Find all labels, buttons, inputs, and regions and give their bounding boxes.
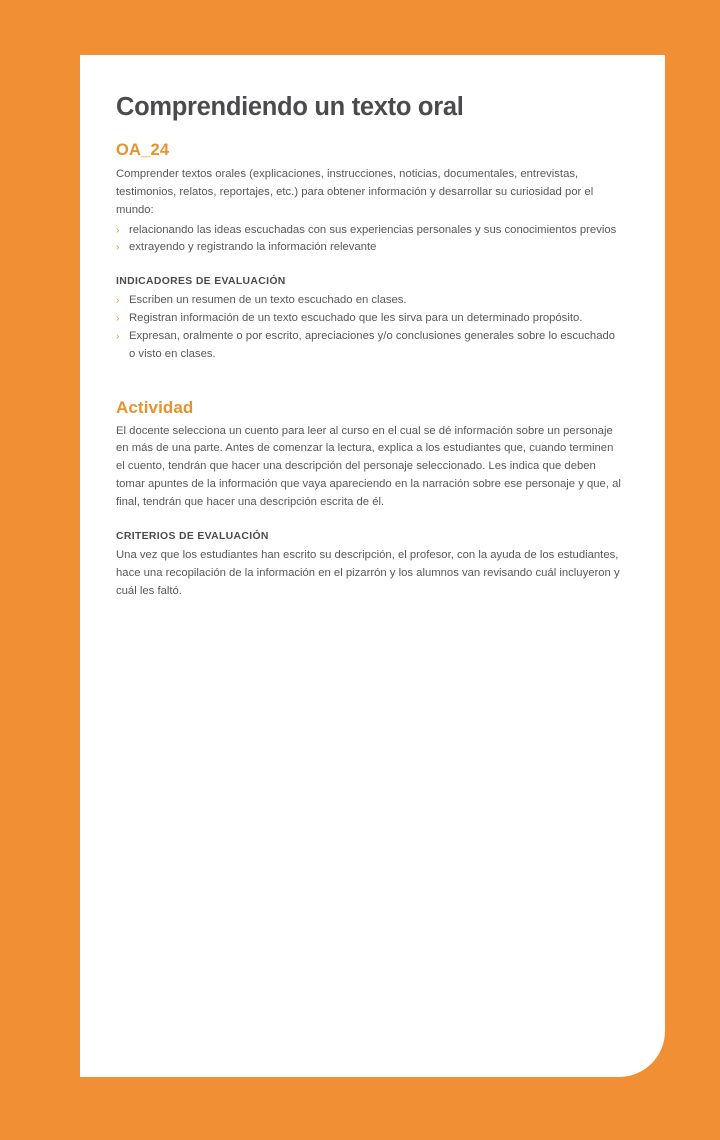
list-item-label: Registran información de un texto escuchado que les sirva para un determinado propósito. bbox=[129, 312, 583, 325]
activity-text: El docente selecciona un cuento para leer al curso en el cual se dé información sobre un personaje en más de una parte. Antes de comenzar la lectura, explica a los estudiantes que, cuando terminen el cuento, tendrán que hacer una descripción del personaje seleccionado. Les indica que deben tomar apuntes de la información que vaya apareciendo en la narración sobre ese personaje y que, al final, tendrán que hacer una descripción escrita de él. bbox=[116, 424, 621, 509]
chevron-right-icon: › bbox=[116, 330, 120, 342]
list-item-label: relacionando las ideas escuchadas con sus experiencias personales y sus conocimientos previos bbox=[129, 223, 617, 236]
objective-description: Comprender textos orales (explicaciones, instrucciones, noticias, documentales, entrevistas, testimonios, relatos, reportajes, etc.) para obtener información y desarrollar su curiosidad por el mundo: bbox=[116, 168, 594, 216]
criteria-heading: CRITERIOS DE EVALUACIÓN bbox=[116, 530, 269, 542]
objective-bullet-list bbox=[116, 222, 623, 258]
list-item-label: extrayendo y registrando la información relevante bbox=[129, 241, 377, 254]
list-item bbox=[116, 292, 623, 310]
list-item bbox=[116, 222, 623, 240]
list-item bbox=[116, 239, 623, 257]
indicators-list bbox=[116, 292, 623, 363]
activity-heading: Actividad bbox=[116, 397, 194, 417]
chevron-right-icon: › bbox=[116, 224, 120, 236]
page-title: Comprendiendo un texto oral bbox=[116, 93, 464, 121]
list-item-label: Escriben un resumen de un texto escuchado en clases. bbox=[129, 294, 407, 307]
document-card bbox=[80, 55, 665, 1077]
criteria-text: Una vez que los estudiantes han escrito su descripción, el profesor, con la ayuda de los estudiantes, hace una recopilación de la información en el pizarrón y los alumnos van revisando cuál incluyeron y cuál les faltó. bbox=[116, 548, 620, 597]
chevron-right-icon: › bbox=[116, 295, 120, 307]
chevron-right-icon: › bbox=[116, 313, 120, 325]
indicators-heading: INDICADORES DE EVALUACIÓN bbox=[116, 276, 286, 288]
objective-code: OA_24 bbox=[116, 141, 170, 160]
list-item bbox=[116, 328, 623, 364]
list-item-label: Expresan, oralmente o por escrito, apreciaciones y/o conclusiones generales sobre lo escuchado o visto en clases. bbox=[129, 329, 616, 360]
list-item bbox=[116, 310, 623, 328]
chevron-right-icon: › bbox=[116, 242, 120, 254]
